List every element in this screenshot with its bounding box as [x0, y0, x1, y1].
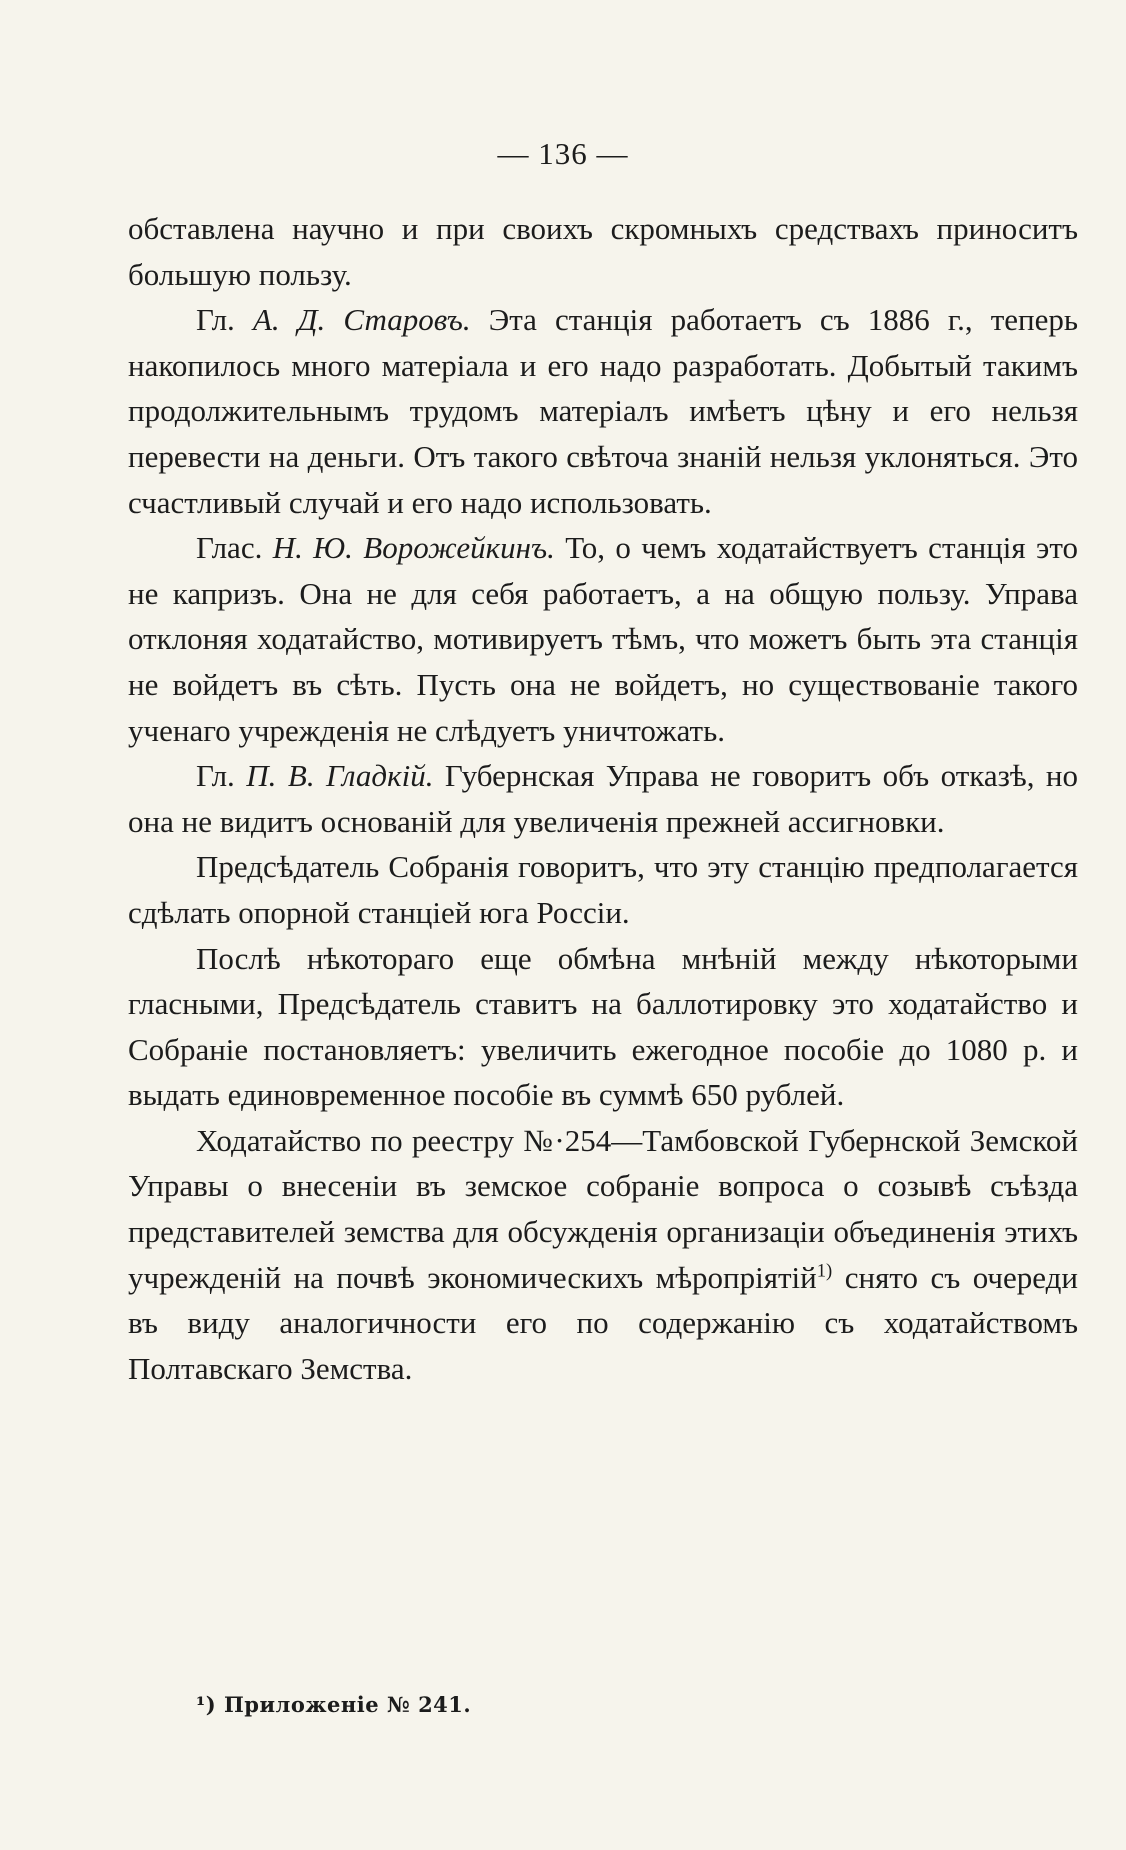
paragraph-text: Послѣ нѣкотораго еще обмѣна мнѣній между нѣкоторыми гласными, Предсѣдатель ставитъ на баллотировку это ходатайство и Собраніе постановляетъ: увеличить ежегодное пособіе до 1080 р. и выдать единовременное пособіе въ суммѣ 650 рублей.	[128, 940, 1078, 1113]
paragraph-text: обставлена научно и при своихъ скромныхъ средствахъ приноситъ большую пользу.	[128, 211, 1078, 292]
paragraph-7	[128, 1118, 1078, 1392]
speaker-name: П. В. Гладкій.	[246, 758, 434, 794]
speaker-prefix: Гл.	[196, 302, 253, 338]
paragraph-text-continued: снято съ очереди въ виду аналогичности его по содержанію съ ходатайствомъ Полтавскаго Земства.	[128, 1259, 1078, 1386]
page-number: — 136 —	[497, 136, 629, 171]
paragraph-text: Эта станція работаетъ съ 1886 г., теперь накопилось много матеріала и его надо разработать. Добытый такимъ продолжительнымъ трудомъ матеріалъ имѣетъ цѣну и его нельзя перевести на деньги. Отъ такого свѣточа знаній нельзя уклоняться. Это счастливый случай и его надо использовать.	[128, 302, 1079, 520]
paragraph-text: Губернская Управа не говоритъ объ отказѣ, но она не видитъ основаній для увеличенія прежней ассигновки.	[128, 758, 1079, 839]
paragraph-6	[128, 936, 1078, 1118]
speaker-prefix: Глас.	[196, 530, 273, 566]
paragraph-text: Ходатайство по реестру №·254—Тамбовской Губернской Земской Управы о внесеніи въ земское собраніе вопроса о созывѣ съѣзда представителей земства для обсужденія организаціи объединенія этихъ учрежденій на почвѣ экономическихъ мѣропріятій	[128, 1122, 1078, 1295]
paragraph-text: Предсѣдатель Собранія говоритъ, что эту станцію предполагается сдѣлать опорной станціей юга Россіи.	[128, 849, 1078, 930]
paragraph-1	[128, 206, 1078, 297]
paragraph-5	[128, 844, 1078, 935]
speaker-name: А. Д. Старовъ.	[252, 302, 471, 338]
paragraph-text: То, о чемъ ходатайствуетъ станція это не капризъ. Она не для себя работаетъ, а на общую пользу. Управа отклоняя ходатайство, мотивируетъ тѣмъ, что можетъ быть эта станція не войдетъ въ сѣть. Пусть она не войдетъ, но существованіе такого ученаго учрежденія не слѣдуетъ уничтожать.	[128, 530, 1078, 748]
footnote: ¹) Приложеніе № 241.	[196, 1692, 472, 1717]
paragraph-3	[128, 525, 1078, 753]
footnote-mark: 1)	[816, 1260, 833, 1282]
body-text	[128, 206, 1078, 1391]
speaker-name: Н. Ю. Ворожейкинъ.	[272, 530, 555, 566]
speaker-prefix: Гл.	[196, 758, 247, 794]
paragraph-2	[128, 297, 1078, 525]
paragraph-4	[128, 753, 1078, 844]
